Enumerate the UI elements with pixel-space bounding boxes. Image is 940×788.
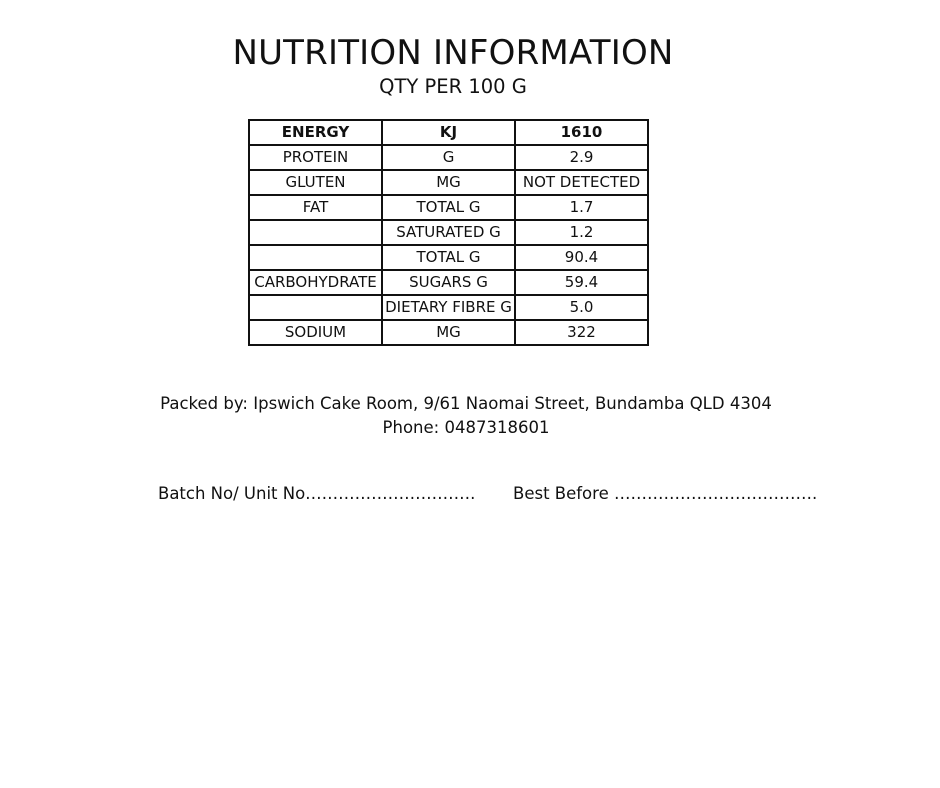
table-row [249, 145, 648, 170]
table-cell-nutrient: SODIUM [249, 320, 382, 345]
table-cell-nutrient: ENERGY [249, 120, 382, 145]
table-cell-unit: DIETARY FIBRE G [382, 295, 515, 320]
table-cell-value: 1.2 [515, 220, 648, 245]
table-cell-value: 1610 [515, 120, 648, 145]
table-cell-value: NOT DETECTED [515, 170, 648, 195]
table-cell-nutrient [249, 295, 382, 320]
best-before-field: Best Before ………………………………. [513, 484, 818, 503]
table-cell-unit: TOTAL G [382, 195, 515, 220]
table-row [249, 270, 648, 295]
table-cell-value: 59.4 [515, 270, 648, 295]
table-cell-value: 322 [515, 320, 648, 345]
table-row [249, 170, 648, 195]
nutrition-table [248, 119, 649, 346]
table-cell-unit: SATURATED G [382, 220, 515, 245]
table-row [249, 195, 648, 220]
table-cell-unit: MG [382, 170, 515, 195]
table-cell-nutrient: GLUTEN [249, 170, 382, 195]
table-cell-unit: KJ [382, 120, 515, 145]
table-cell-value: 1.7 [515, 195, 648, 220]
table-cell-unit: MG [382, 320, 515, 345]
table-cell-value: 5.0 [515, 295, 648, 320]
table-cell-nutrient [249, 245, 382, 270]
page-title: NUTRITION INFORMATION [232, 33, 674, 73]
table-row [249, 320, 648, 345]
quantity-subtitle: QTY PER 100 G [379, 75, 527, 98]
table-cell-nutrient: CARBOHYDRATE [249, 270, 382, 295]
table-cell-unit: G [382, 145, 515, 170]
packed-by-address: Packed by: Ipswich Cake Room, 9/61 Naomai Street, Bundamba QLD 4304 [160, 394, 772, 413]
table-row [249, 245, 648, 270]
phone-number: Phone: 0487318601 [382, 418, 550, 437]
table-cell-nutrient: PROTEIN [249, 145, 382, 170]
table-cell-unit: SUGARS G [382, 270, 515, 295]
table-row [249, 295, 648, 320]
table-cell-nutrient: FAT [249, 195, 382, 220]
table-cell-value: 2.9 [515, 145, 648, 170]
table-row [249, 120, 648, 145]
table-row [249, 220, 648, 245]
table-cell-nutrient [249, 220, 382, 245]
batch-number-field: Batch No/ Unit No…………………………. [158, 484, 476, 503]
table-cell-value: 90.4 [515, 245, 648, 270]
table-cell-unit: TOTAL G [382, 245, 515, 270]
